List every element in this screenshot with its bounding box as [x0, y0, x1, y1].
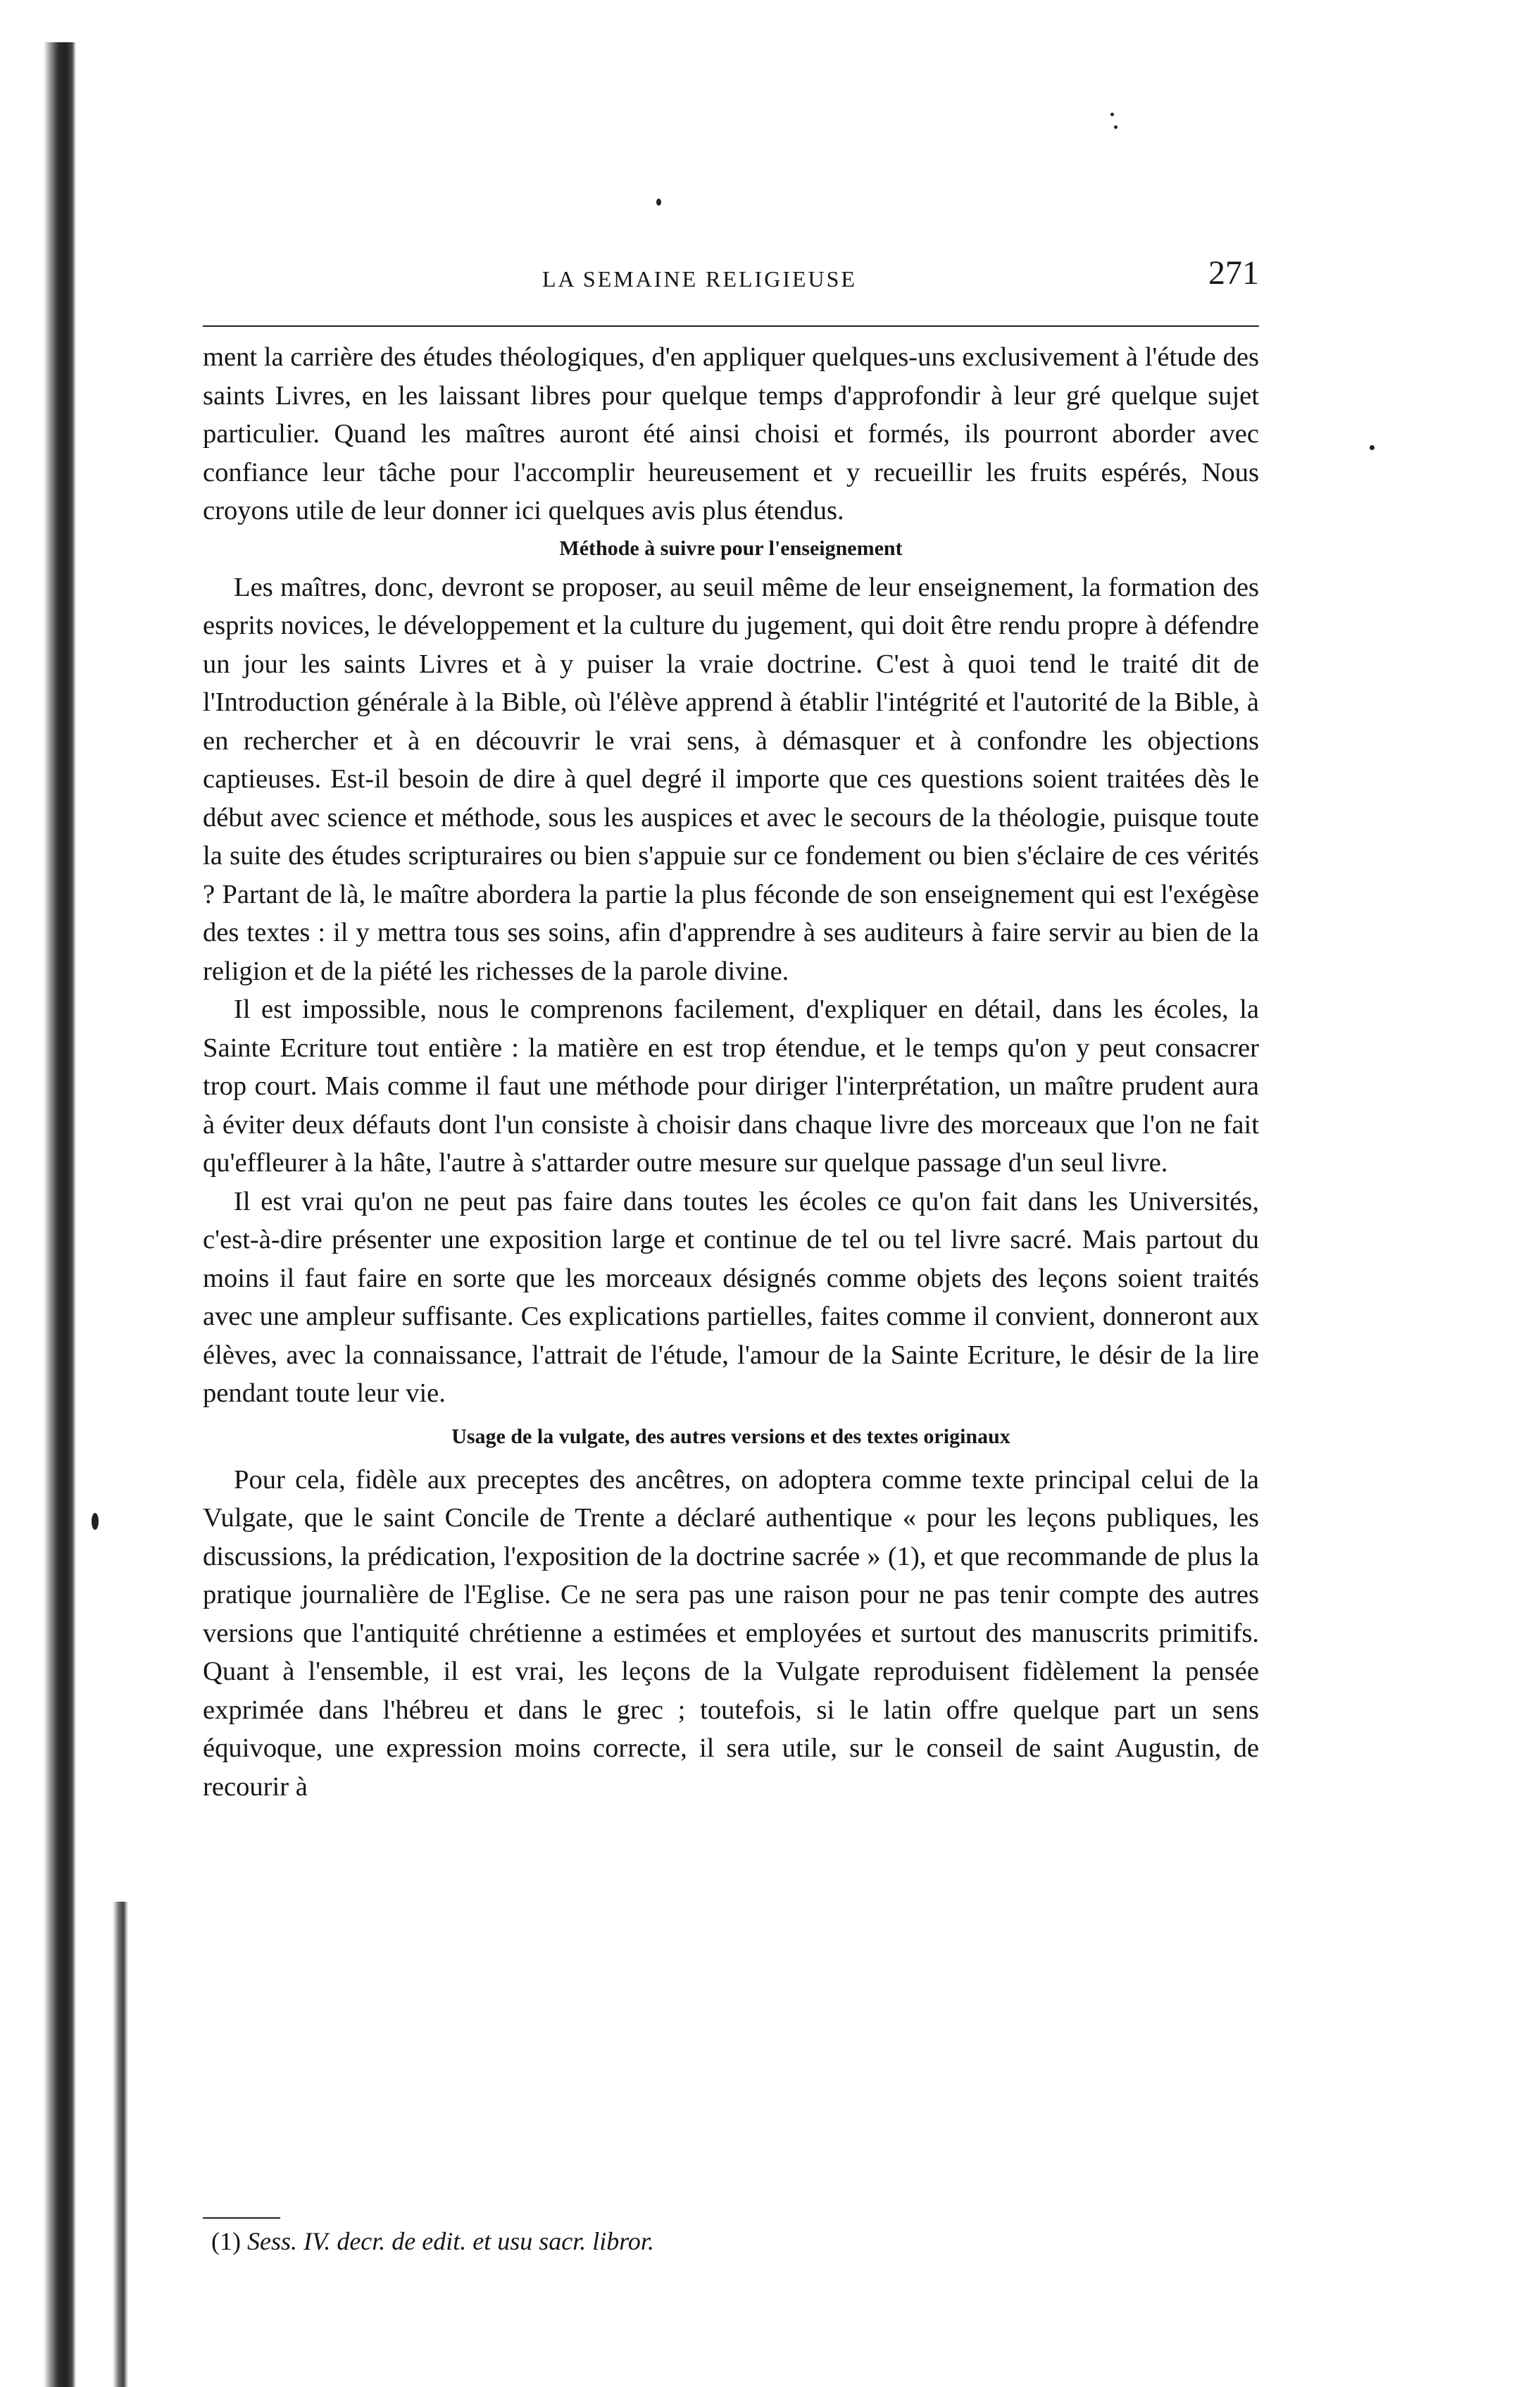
section-heading: Usage de la vulgate, des autres versions et des textes originaux	[451, 1424, 1010, 1448]
header-rule	[203, 325, 1259, 327]
page-body	[203, 338, 1259, 1806]
paragraph: Il est impossible, nous le comprenons facilement, d'expliquer en détail, dans les écoles, la Sainte Ecriture tout entière : la matière en est trop étendue, et le temps qu'on y peut consacrer trop court. Mais comme il faut une méthode pour diriger l'interprétation, un maître prudent aura à éviter deux défauts dont l'un consiste à choisir dans chaque livre des morceaux que l'on ne fait qu'effleurer à la hâte, l'autre à s'attarder outre mesure sur quelque passage d'un seul livre.	[203, 995, 1259, 1178]
scan-binding-shadow	[44, 42, 76, 2387]
footnote-rule	[203, 2217, 280, 2219]
scan-binding-shadow-lower	[113, 1902, 128, 2387]
paragraph: Les maîtres, donc, devront se proposer, au seuil même de leur enseignement, la formation des esprits novices, le développement et la culture du jugement, qui doit être rendu propre à défendre un jour les saints Livres et à y puiser la vraie doctrine. C'est à quoi tend le traité dit de l'Introduction générale à la Bible, où l'élève apprend à établir l'intégrité et l'autorité de la Bible, à en rechercher et à en découvrir le vrai sens, à démasquer et à confondre les objections captieuses. Est-il besoin de dire à quel degré il importe que ces questions soient traitées dès le début avec science et méthode, sous les auspices et avec le secours de la théologie, puisque toute la suite des études scripturaires ou bien s'appuie sur ce fondement ou bien s'éclaire de ces vérités ? Partant de là, le maître abordera la partie la plus féconde de son enseignement qui est l'exégèse des textes : il y mettra tous ses soins, afin d'apprendre à ses auditeurs à faire servir au bien de la religion et de la piété les richesses de la parole divine.	[203, 572, 1259, 986]
running-title: LA SEMAINE RELIGIEUSE	[542, 266, 857, 292]
page-header	[203, 254, 1259, 317]
scan-speck	[1110, 113, 1114, 116]
paragraph: Pour cela, fidèle aux preceptes des ancêtres, on adoptera comme texte principal celui de la Vulgate, que le saint Concile de Trente a déclaré authentique « pour les leçons publiques, les discussions, la prédication, l'exposition de la doctrine sacrée » (1), et que recommande de plus la pratique journalière de l'Eglise. Ce ne sera pas une raison pour ne pas tenir compte des autres versions que l'antiquité chrétienne a estimées et employées et surtout des manuscrits primitifs. Quant à l'ensemble, il est vrai, les leçons de la Vulgate reproduisent fidèlement la pensée exprimée dans l'hébreu et dans le grec ; toutefois, si le latin offre quelque part un sens équivoque, une expression moins correcte, il sera utile, sur le conseil de saint Augustin, de recourir à	[203, 1464, 1259, 1802]
page-number: 271	[1208, 254, 1259, 292]
scan-speck	[1114, 125, 1118, 129]
paragraph: Il est vrai qu'on ne peut pas faire dans toutes les écoles ce qu'on fait dans les Universités, c'est-à-dire présenter une exposition large et continue de tel ou tel livre sacré. Mais partout du moins il faut faire en sorte que les morceaux désignés comme objets des leçons soient traités avec une ampleur suffisante. Ces explications partielles, faites comme il convient, donneront aux élèves, avec la connaissance, l'attrait de l'étude, l'amour de la Sainte Ecriture, le désir de la lire pendant toute leur vie.	[203, 1186, 1259, 1408]
footnote-text: Sess. IV. decr. de edit. et usu sacr. libror.	[246, 2227, 654, 2255]
scan-speck	[656, 199, 661, 206]
footnote	[211, 2224, 1253, 2258]
scan-speck	[1370, 445, 1375, 450]
section-heading: Méthode à suivre pour l'enseignement	[559, 536, 903, 560]
footnote-mark: (1)	[211, 2227, 241, 2255]
scan-speck	[92, 1513, 99, 1530]
paragraph: ment la carrière des études théologiques, d'en appliquer quelques-uns exclusivement à l'étude des saints Livres, en les laissant libres pour quelque temps d'approfondir à leur gré quelque sujet particulier. Quand les maîtres auront été ainsi choisi et formés, ils pourront aborder avec confiance leur tâche pour l'accomplir heureusement et y recueillir les fruits espérés, Nous croyons utile de leur donner ici quelques avis plus étendus.	[203, 342, 1259, 525]
